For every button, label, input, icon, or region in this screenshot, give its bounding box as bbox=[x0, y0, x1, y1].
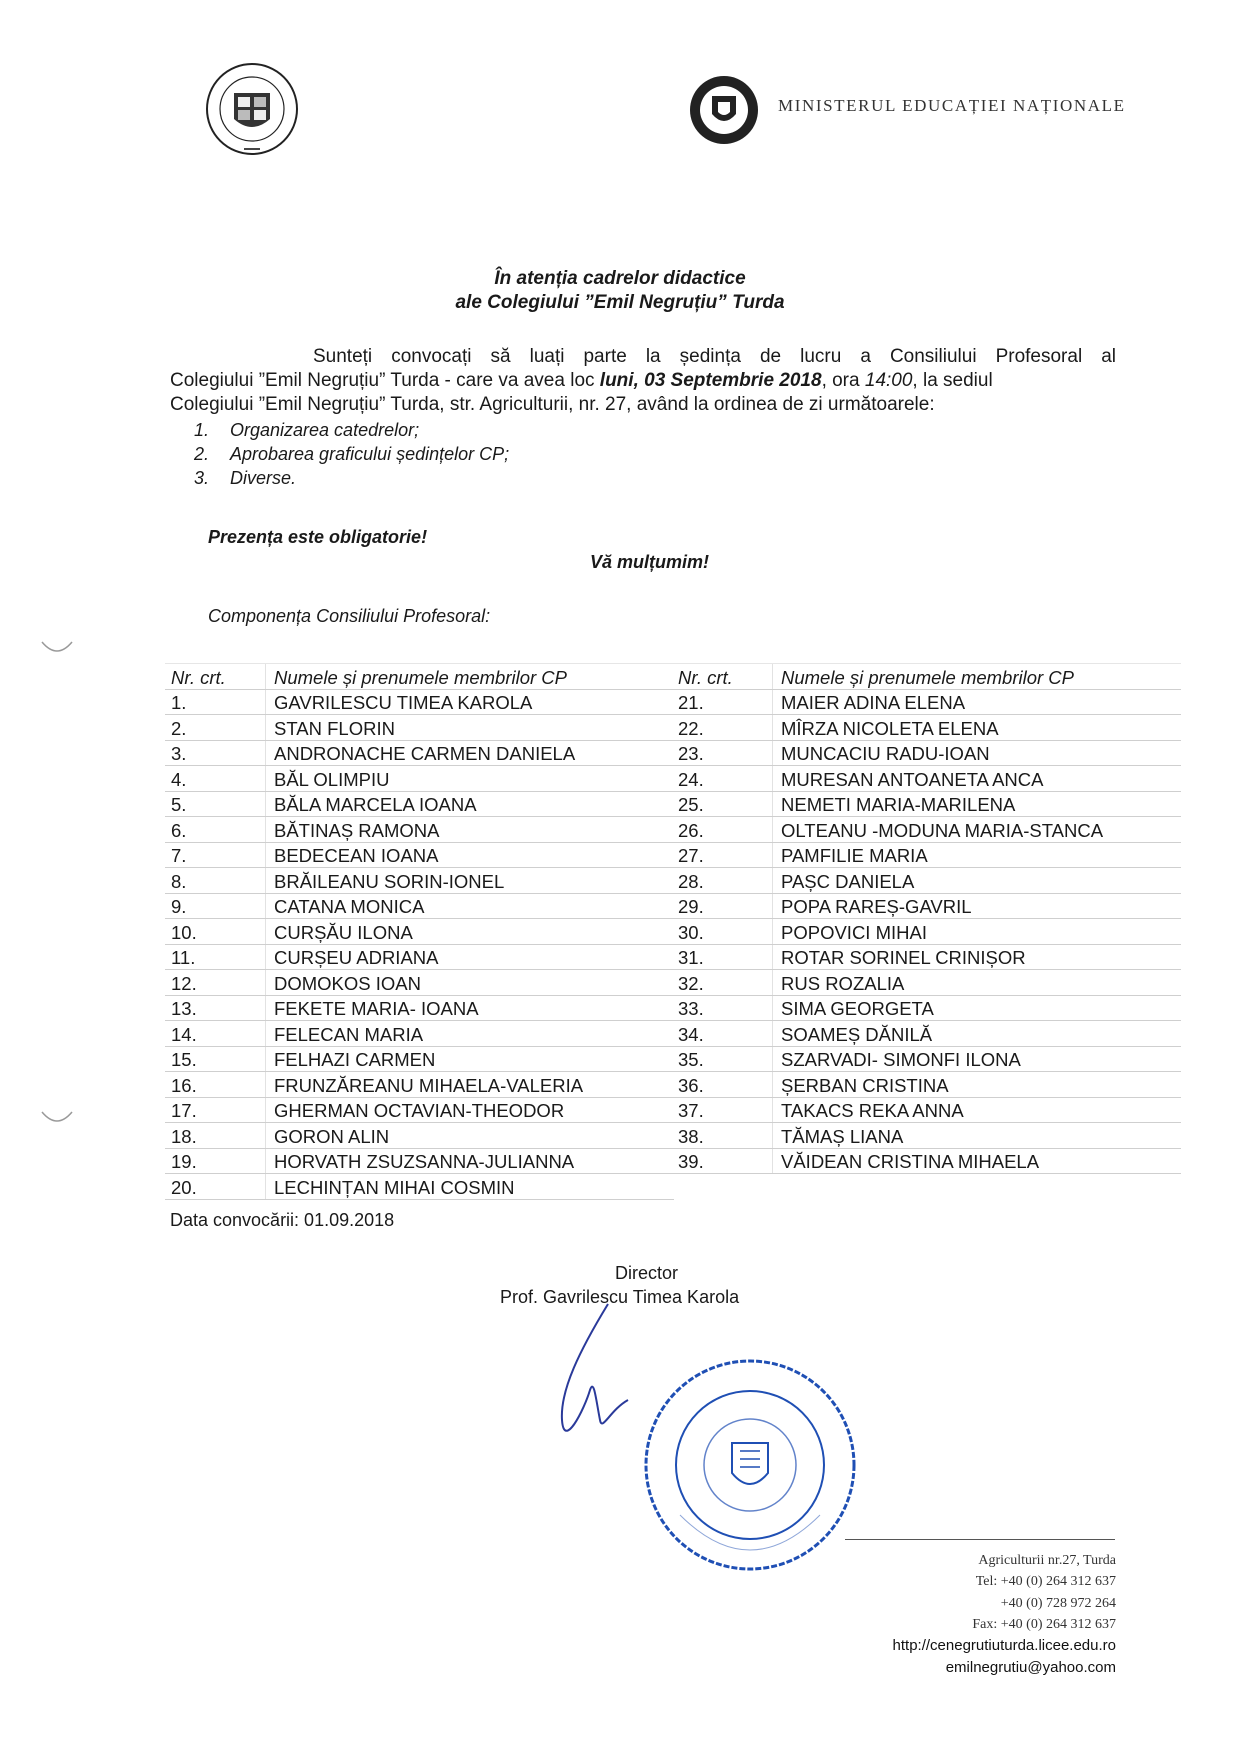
binder-hole-mark bbox=[40, 638, 74, 658]
agenda-item: 1. Organizarea catedrelor; bbox=[194, 420, 420, 440]
row-number: 35. bbox=[672, 1046, 773, 1072]
row-number: 5. bbox=[165, 791, 266, 817]
row-number: 7. bbox=[165, 842, 266, 868]
contact-fax: Fax: +40 (0) 264 312 637 bbox=[972, 1617, 1116, 1632]
member-name: CURȘEU ADRIANA bbox=[266, 944, 675, 970]
table-row bbox=[672, 970, 1181, 996]
member-name: SIMA GEORGETA bbox=[773, 995, 1182, 1021]
contact-email: emilnegrutiu@yahoo.com bbox=[945, 1659, 1116, 1676]
table-row bbox=[165, 893, 674, 919]
member-name: PAMFILIE MARIA bbox=[773, 842, 1182, 868]
table-row bbox=[672, 995, 1181, 1021]
table-row bbox=[165, 791, 674, 817]
member-name: MÎRZA NICOLETA ELENA bbox=[773, 715, 1182, 741]
row-number: 36. bbox=[672, 1072, 773, 1098]
member-name: BĂL OLIMPIU bbox=[266, 766, 675, 792]
contact-address: Agriculturii nr.27, Turda bbox=[978, 1553, 1116, 1568]
table-row bbox=[672, 1046, 1181, 1072]
row-number: 34. bbox=[672, 1021, 773, 1047]
member-name: SZARVADI- SIMONFI ILONA bbox=[773, 1046, 1182, 1072]
members-table-left bbox=[165, 663, 674, 1200]
table-row bbox=[165, 766, 674, 792]
row-number: 14. bbox=[165, 1021, 266, 1047]
table-row bbox=[165, 944, 674, 970]
row-number: 26. bbox=[672, 817, 773, 843]
row-number: 37. bbox=[672, 1097, 773, 1123]
table-row bbox=[672, 1123, 1181, 1149]
column-header-name: Numele și prenumele membrilor CP bbox=[266, 664, 675, 690]
contact-phone-1: Tel: +40 (0) 264 312 637 bbox=[975, 1574, 1116, 1589]
agenda-item: 3. Diverse. bbox=[194, 468, 297, 488]
binder-hole-mark bbox=[40, 1108, 74, 1128]
paragraph-line-3: Colegiului ”Emil Negruțiu” Turda, str. Agriculturii, nr. 27, având la ordinea de zi următoarele: bbox=[170, 394, 935, 415]
member-name: OLTEANU -MODUNA MARIA-STANCA bbox=[773, 817, 1182, 843]
contact-phone-2: +40 (0) 728 972 264 bbox=[1000, 1596, 1116, 1611]
member-name: BRĂILEANU SORIN-IONEL bbox=[266, 868, 675, 894]
member-name: NEMETI MARIA-MARILENA bbox=[773, 791, 1182, 817]
table-row bbox=[672, 766, 1181, 792]
table-header-row bbox=[672, 664, 1181, 690]
member-name: GHERMAN OCTAVIAN-THEODOR bbox=[266, 1097, 675, 1123]
member-name: LECHINȚAN MIHAI COSMIN bbox=[266, 1174, 675, 1200]
heading-line-2: ale Colegiului ”Emil Negruțiu” Turda bbox=[455, 292, 785, 313]
table-row bbox=[672, 1021, 1181, 1047]
table-row bbox=[165, 740, 674, 766]
table-row bbox=[672, 893, 1181, 919]
member-name: VĂIDEAN CRISTINA MIHAELA bbox=[773, 1148, 1182, 1174]
member-name: ANDRONACHE CARMEN DANIELA bbox=[266, 740, 675, 766]
director-title: Director bbox=[615, 1263, 679, 1283]
table-row bbox=[672, 740, 1181, 766]
row-number: 20. bbox=[165, 1174, 266, 1200]
table-row bbox=[165, 817, 674, 843]
member-name: RUS ROZALIA bbox=[773, 970, 1182, 996]
table-row bbox=[165, 1021, 674, 1047]
row-number: 16. bbox=[165, 1072, 266, 1098]
paragraph-text: , la sediul bbox=[912, 370, 993, 391]
official-stamp bbox=[640, 1355, 860, 1575]
row-number: 38. bbox=[672, 1123, 773, 1149]
member-name: BEDECEAN IOANA bbox=[266, 842, 675, 868]
composition-label: Componența Consiliului Profesoral: bbox=[208, 606, 491, 626]
row-number: 22. bbox=[672, 715, 773, 741]
member-name: PAȘC DANIELA bbox=[773, 868, 1182, 894]
row-number: 3. bbox=[165, 740, 266, 766]
table-header-row bbox=[165, 664, 674, 690]
row-number: 4. bbox=[165, 766, 266, 792]
member-name: FELHAZI CARMEN bbox=[266, 1046, 675, 1072]
member-name: TAKACS REKA ANNA bbox=[773, 1097, 1182, 1123]
member-name: FELECAN MARIA bbox=[266, 1021, 675, 1047]
member-name: TĂMAȘ LIANA bbox=[773, 1123, 1182, 1149]
member-name: DOMOKOS IOAN bbox=[266, 970, 675, 996]
member-name: MAIER ADINA ELENA bbox=[773, 689, 1182, 715]
ministry-name: MINISTERUL EDUCAȚIEI NAȚIONALE bbox=[778, 96, 1126, 115]
row-number: 23. bbox=[672, 740, 773, 766]
table-row bbox=[672, 868, 1181, 894]
row-number: 9. bbox=[165, 893, 266, 919]
member-name: BĂLA MARCELA IOANA bbox=[266, 791, 675, 817]
row-number: 21. bbox=[672, 689, 773, 715]
member-name: CATANA MONICA bbox=[266, 893, 675, 919]
meeting-date: luni, 03 Septembrie 2018 bbox=[599, 370, 822, 391]
table-row bbox=[165, 919, 674, 945]
row-number: 2. bbox=[165, 715, 266, 741]
row-number: 28. bbox=[672, 868, 773, 894]
table-row bbox=[672, 1148, 1181, 1174]
row-number: 15. bbox=[165, 1046, 266, 1072]
member-name: POPA RAREȘ-GAVRIL bbox=[773, 893, 1182, 919]
table-row bbox=[672, 791, 1181, 817]
member-name: MURESAN ANTOANETA ANCA bbox=[773, 766, 1182, 792]
table-row bbox=[165, 1046, 674, 1072]
row-number: 12. bbox=[165, 970, 266, 996]
column-header-name: Numele și prenumele membrilor CP bbox=[773, 664, 1182, 690]
member-name: GORON ALIN bbox=[266, 1123, 675, 1149]
row-number: 25. bbox=[672, 791, 773, 817]
member-name: ȘERBAN CRISTINA bbox=[773, 1072, 1182, 1098]
mandatory-note: Prezența este obligatorie! bbox=[208, 527, 428, 547]
table-row bbox=[165, 842, 674, 868]
director-signature bbox=[540, 1300, 640, 1460]
member-name: SOAMEȘ DĂNILĂ bbox=[773, 1021, 1182, 1047]
table-row bbox=[165, 995, 674, 1021]
row-number: 29. bbox=[672, 893, 773, 919]
table-row bbox=[672, 944, 1181, 970]
member-name: BĂTINAȘ RAMONA bbox=[266, 817, 675, 843]
row-number: 6. bbox=[165, 817, 266, 843]
row-number: 8. bbox=[165, 868, 266, 894]
member-name: POPOVICI MIHAI bbox=[773, 919, 1182, 945]
row-number: 1. bbox=[165, 689, 266, 715]
agenda-item: 2. Aprobarea graficului ședințelor CP; bbox=[194, 444, 510, 464]
row-number: 18. bbox=[165, 1123, 266, 1149]
member-name: GAVRILESCU TIMEA KAROLA bbox=[266, 689, 675, 715]
table-row bbox=[672, 919, 1181, 945]
table-row bbox=[165, 1072, 674, 1098]
table-row bbox=[165, 1097, 674, 1123]
table-row bbox=[672, 1097, 1181, 1123]
member-name: STAN FLORIN bbox=[266, 715, 675, 741]
member-name: MUNCACIU RADU-IOAN bbox=[773, 740, 1182, 766]
row-number: 33. bbox=[672, 995, 773, 1021]
member-name: ROTAR SORINEL CRINIȘOR bbox=[773, 944, 1182, 970]
footer-divider bbox=[845, 1539, 1115, 1540]
row-number: 10. bbox=[165, 919, 266, 945]
table-row bbox=[672, 715, 1181, 741]
member-name: FEKETE MARIA- IOANA bbox=[266, 995, 675, 1021]
member-name: HORVATH ZSUZSANNA-JULIANNA bbox=[266, 1148, 675, 1174]
table-row bbox=[165, 689, 674, 715]
paragraph-line-1: Sunteți convocați să luați parte la ședința de lucru a Consiliului Profesoral al bbox=[313, 346, 1116, 367]
member-name: FRUNZĂREANU MIHAELA-VALERIA bbox=[266, 1072, 675, 1098]
table-row bbox=[165, 970, 674, 996]
table-row bbox=[672, 817, 1181, 843]
table-row bbox=[672, 842, 1181, 868]
convocation-date: Data convocării: 01.09.2018 bbox=[170, 1210, 395, 1230]
thanks-note: Vă mulțumim! bbox=[590, 552, 710, 572]
table-row bbox=[165, 1148, 674, 1174]
table-row bbox=[672, 689, 1181, 715]
column-header-nr: Nr. crt. bbox=[672, 664, 773, 690]
members-table-right bbox=[672, 663, 1181, 1174]
row-number: 13. bbox=[165, 995, 266, 1021]
row-number: 30. bbox=[672, 919, 773, 945]
contact-website: http://cenegrutiuturda.licee.edu.ro bbox=[892, 1637, 1116, 1654]
meeting-time: 14:00 bbox=[864, 370, 913, 391]
column-header-nr: Nr. crt. bbox=[165, 664, 266, 690]
member-name: CURȘĂU ILONA bbox=[266, 919, 675, 945]
school-crest-logo bbox=[204, 61, 300, 157]
row-number: 27. bbox=[672, 842, 773, 868]
row-number: 19. bbox=[165, 1148, 266, 1174]
row-number: 17. bbox=[165, 1097, 266, 1123]
paragraph-line-2 bbox=[170, 370, 1116, 392]
row-number: 39. bbox=[672, 1148, 773, 1174]
table-row bbox=[165, 715, 674, 741]
table-row bbox=[165, 868, 674, 894]
row-number: 31. bbox=[672, 944, 773, 970]
row-number: 11. bbox=[165, 944, 266, 970]
director-name: Prof. Gavrilescu Timea Karola bbox=[500, 1287, 740, 1307]
heading-line-1: În atenția cadrelor didactice bbox=[494, 268, 746, 289]
table-row bbox=[672, 1072, 1181, 1098]
paragraph-text: , ora bbox=[821, 370, 865, 391]
row-number: 32. bbox=[672, 970, 773, 996]
government-seal-logo bbox=[688, 74, 760, 146]
row-number: 24. bbox=[672, 766, 773, 792]
table-row bbox=[165, 1174, 674, 1200]
paragraph-text: Colegiului ”Emil Negruțiu” Turda - care va avea loc bbox=[170, 370, 600, 391]
table-row bbox=[165, 1123, 674, 1149]
